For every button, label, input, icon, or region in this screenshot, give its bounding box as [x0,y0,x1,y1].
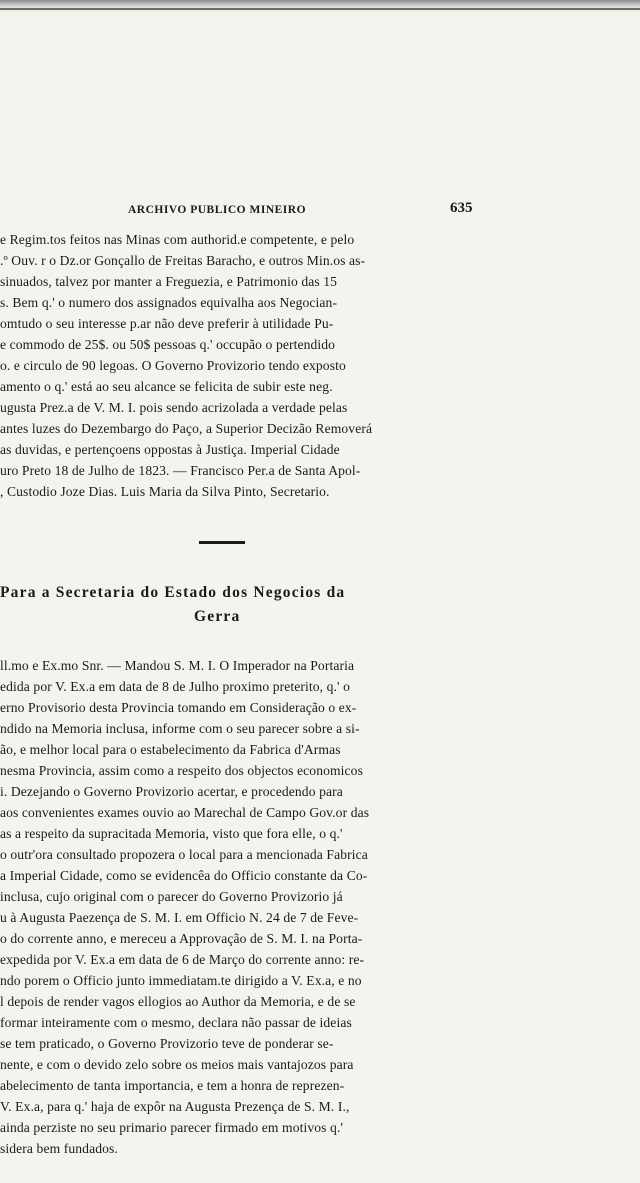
text-line: ndido na Memoria inclusa, informe com o seu parecer sobre a si- [0,721,360,736]
text-line: as duvidas, e pertençoens oppostas à Justiça. Imperial Cidade [0,442,340,457]
text-line: antes luzes do Dezembargo do Paço, a Superior Decizão Removerá [0,421,373,436]
text-line: amento o q.' está ao seu alcance se felicita de subir este neg. [0,379,333,394]
running-head [0,200,640,224]
text-line: .º Ouv. r o Dz.or Gonçallo de Freitas Baracho, e outros Min.os as- [0,253,366,268]
section-heading-line-2: Gerra [194,608,241,625]
text-line: expedida por V. Ex.a em data de 6 de Março do corrente anno: re- [0,952,365,967]
page-top-edge [0,0,640,24]
text-line: erno Provisorio desta Provincia tomando em Consideração o ex- [0,700,357,715]
text-line: o do corrente anno, e mereceu a Approvação de S. M. I. na Porta- [0,931,363,946]
text-line: edida por V. Ex.a em data de 8 de Julho proximo preterito, q.' o [0,679,350,694]
text-line: ll.mo e Ex.mo Snr. — Mandou S. M. I. O Imperador na Portaria [0,658,355,673]
text-line: sidera bem fundados. [0,1141,118,1156]
text-line: ugusta Prez.a de V. M. I. pois sendo acrizolada a verdade pelas [0,400,348,415]
text-line: omtudo o seu interesse p.ar não deve preferir à utilidade Pu- [0,316,334,331]
text-line: sinuados, talvez por manter a Freguezia, e Patrimonio das 15 [0,274,338,289]
text-line: e Regim.tos feitos nas Minas com authorid.e competente, e pelo [0,232,355,247]
text-line: u à Augusta Paezença de S. M. I. em Officio N. 24 de 7 de Feve- [0,910,359,925]
text-line: aos convenientes exames ouvio ao Marechal de Campo Gov.or das [0,805,370,820]
text-line: e commodo de 25$. ou 50$ pessoas q.' occupão o pertendido [0,337,336,352]
text-line: as a respeito da supracitada Memoria, visto que fora elle, o q.' [0,826,343,841]
section-heading-line-1: Para a Secretaria do Estado dos Negocios da [0,584,346,601]
text-line: ndo porem o Officio junto immediatam.te dirigido a V. Ex.a, e no [0,973,362,988]
text-line: abelecimento de tanta importancia, e tem a honra de reprezen- [0,1078,345,1093]
text-line: se tem praticado, o Governo Provizorio teve de ponderar se- [0,1036,334,1051]
text-line: nesma Provincia, assim como a respeito dos objectos economicos [0,763,363,778]
text-line: l depois de render vagos ellogios ao Author da Memoria, e de se [0,994,356,1009]
text-line: i. Dezejando o Governo Provizorio acertar, e procedendo para [0,784,343,799]
running-title: ARCHIVO PUBLICO MINEIRO [128,204,307,216]
text-line: V. Ex.a, para q.' haja de expôr na Augusta Prezença de S. M. I., [0,1099,350,1114]
text-line: formar inteiramente com o mesmo, declara não passar de ideias [0,1015,352,1030]
section-separator-rule [199,541,245,544]
text-line: o. e circulo de 90 legoas. O Governo Provizorio tendo exposto [0,358,346,373]
top-border-rule [0,8,640,10]
text-line: ão, e melhor local para o estabelecimento da Fabrica d'Armas [0,742,341,757]
text-line: ainda perziste no seu primario parecer firmado em motivos q.' [0,1120,343,1135]
text-line: uro Preto 18 de Julho de 1823. — Francisco Per.a de Santa Apol- [0,463,361,478]
text-line: o outr'ora consultado propozera o local para a mencionada Fabrica [0,847,368,862]
page-number: 635 [450,200,473,216]
text-line: nente, e com o devido zelo sobre os meios mais vantajozos para [0,1057,354,1072]
text-line: , Custodio Joze Dias. Luis Maria da Silva Pinto, Secretario. [0,484,330,499]
text-line: a Imperial Cidade, como se evidencêa do Officio constante da Co- [0,868,368,883]
text-line: s. Bem q.' o numero dos assignados equivalha aos Negocian- [0,295,338,310]
text-line: inclusa, cujo original com o parecer do Governo Provizorio já [0,889,343,904]
